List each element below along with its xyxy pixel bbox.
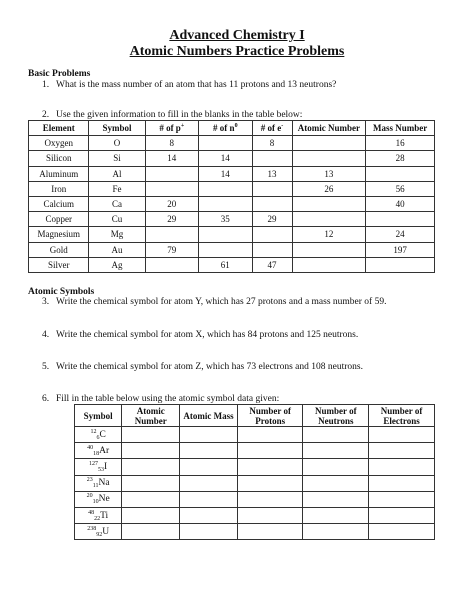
- table-cell: 8: [252, 136, 292, 151]
- header-symbol-col: Symbol: [75, 405, 122, 427]
- table-row: [29, 136, 435, 151]
- blank-answer-cell[interactable]: [122, 459, 180, 475]
- blank-answer-cell[interactable]: [303, 443, 369, 459]
- atomic-number-subscript: 6: [96, 434, 100, 441]
- table-cell: [366, 212, 435, 227]
- table-row: [29, 212, 435, 227]
- table-cell: 29: [145, 212, 199, 227]
- question-1-number: 1.: [42, 80, 50, 90]
- table-cell: 12: [292, 227, 366, 242]
- header-protons-col: Number of Protons: [237, 405, 303, 427]
- blank-answer-cell[interactable]: [369, 491, 435, 507]
- element-symbol: U: [102, 526, 110, 537]
- atomic-symbols-table-body: [75, 427, 435, 540]
- table-cell: 29: [252, 212, 292, 227]
- blank-answer-cell[interactable]: [237, 507, 303, 523]
- atomic-symbol-cell: [75, 427, 122, 443]
- blank-answer-cell[interactable]: [180, 475, 238, 491]
- table-cell: [252, 181, 292, 196]
- blank-answer-cell[interactable]: [369, 427, 435, 443]
- table-cell: [252, 242, 292, 257]
- table-cell: [199, 196, 253, 211]
- table-row: [75, 524, 435, 540]
- table-cell: 24: [366, 227, 435, 242]
- question-3-number: 3.: [42, 297, 50, 307]
- basic-problems-heading: Basic Problems: [28, 69, 91, 79]
- table-row: [29, 196, 435, 211]
- element-symbol: Na: [98, 478, 110, 489]
- header-atomic-number: Atomic Number: [292, 121, 366, 136]
- element-symbol: Ar: [99, 445, 110, 456]
- table-cell: [292, 196, 366, 211]
- title-line-2: Atomic Numbers Practice Problems: [129, 44, 345, 59]
- blank-answer-cell[interactable]: [180, 491, 238, 507]
- header-atomic-number-col: Atomic Number: [122, 405, 180, 427]
- question-5: [42, 362, 363, 372]
- element-name-cell: Copper: [29, 212, 89, 227]
- table-cell: 47: [252, 257, 292, 272]
- table-cell: 35: [199, 212, 253, 227]
- blank-answer-cell[interactable]: [303, 475, 369, 491]
- question-6: [42, 394, 279, 404]
- atomic-symbol-cell: [75, 491, 122, 507]
- table-row: [29, 227, 435, 242]
- blank-answer-cell[interactable]: [122, 524, 180, 540]
- blank-answer-cell[interactable]: [303, 524, 369, 540]
- blank-answer-cell[interactable]: [303, 427, 369, 443]
- table-cell: 56: [366, 181, 435, 196]
- atomic-number-subscript: 10: [92, 499, 99, 506]
- element-name-cell: Magnesium: [29, 227, 89, 242]
- header-neutrons: # of $n^0$: [199, 121, 253, 136]
- table-row: [29, 151, 435, 166]
- table-cell: 79: [145, 242, 199, 257]
- table-cell: [199, 136, 253, 151]
- table-row: [75, 443, 435, 459]
- element-name-cell: Silicon: [29, 151, 89, 166]
- element-name-cell: Oxygen: [29, 136, 89, 151]
- table-row: [75, 507, 435, 523]
- table-cell: 14: [199, 166, 253, 181]
- element-symbol: Ti: [100, 510, 109, 521]
- mass-number-superscript: 48: [88, 509, 95, 516]
- mass-number-superscript: 40: [87, 444, 94, 451]
- mass-number-superscript: 238: [87, 525, 97, 532]
- table-cell: 61: [199, 257, 253, 272]
- question-4: [42, 330, 358, 340]
- element-name-cell: Iron: [29, 181, 89, 196]
- table-cell: [292, 257, 366, 272]
- table-cell: 13: [252, 166, 292, 181]
- element-name-cell: Gold: [29, 242, 89, 257]
- title-line-1: Advanced Chemistry I: [169, 28, 305, 43]
- atomic-symbols-heading: Atomic Symbols: [28, 287, 95, 297]
- blank-answer-cell[interactable]: [122, 427, 180, 443]
- table-cell: 197: [366, 242, 435, 257]
- blank-answer-cell[interactable]: [237, 491, 303, 507]
- table-cell: Au: [89, 242, 145, 257]
- table-cell: 40: [366, 196, 435, 211]
- question-1-text: What is the mass number of an atom that has 11 protons and 13 neutrons?: [56, 80, 337, 90]
- blank-answer-cell[interactable]: [303, 491, 369, 507]
- blank-answer-cell[interactable]: [369, 459, 435, 475]
- blank-answer-cell[interactable]: [122, 507, 180, 523]
- element-name-cell: Calcium: [29, 196, 89, 211]
- table-cell: [145, 257, 199, 272]
- table-cell: Mg: [89, 227, 145, 242]
- question-6-number: 6.: [42, 394, 50, 404]
- elements-table: [28, 120, 435, 273]
- table-row: [29, 242, 435, 257]
- atomic-number-subscript: 18: [93, 450, 100, 457]
- table-cell: 14: [199, 151, 253, 166]
- element-symbol: I: [104, 461, 108, 472]
- question-6-text: Fill in the table below using the atomic symbol data given:: [56, 394, 280, 404]
- table-cell: [292, 151, 366, 166]
- table-cell: [145, 166, 199, 181]
- table-row: [75, 459, 435, 475]
- blank-answer-cell[interactable]: [180, 459, 238, 475]
- table-row: [75, 475, 435, 491]
- mass-number-superscript: 12: [90, 428, 97, 435]
- blank-answer-cell[interactable]: [303, 459, 369, 475]
- table-row: [75, 427, 435, 443]
- element-symbol: C: [99, 429, 106, 440]
- element-name-cell: Silver: [29, 257, 89, 272]
- blank-answer-cell[interactable]: [237, 459, 303, 475]
- table-row: [75, 491, 435, 507]
- blank-answer-cell[interactable]: [180, 524, 238, 540]
- table-cell: [145, 181, 199, 196]
- atomic-number-subscript: 92: [96, 531, 103, 538]
- table-cell: 8: [145, 136, 199, 151]
- mass-number-superscript: 127: [89, 460, 99, 467]
- question-2: [42, 110, 302, 120]
- table-cell: [145, 227, 199, 242]
- question-2-number: 2.: [42, 110, 50, 120]
- header-electrons: # of e-: [252, 121, 292, 136]
- header-protons: # of p+: [145, 121, 199, 136]
- blank-answer-cell[interactable]: [237, 524, 303, 540]
- atomic-symbol-cell: [75, 507, 122, 523]
- blank-answer-cell[interactable]: [122, 491, 180, 507]
- question-5-number: 5.: [42, 362, 50, 372]
- atomic-symbols-header-row: [75, 405, 435, 427]
- table-cell: O: [89, 136, 145, 151]
- table-cell: [292, 136, 366, 151]
- table-cell: Ag: [89, 257, 145, 272]
- table-cell: [252, 227, 292, 242]
- blank-answer-cell[interactable]: [237, 443, 303, 459]
- header-element: Element: [29, 121, 89, 136]
- question-5-text: Write the chemical symbol for atom Z, which has 73 electrons and 108 neutrons.: [56, 362, 363, 372]
- blank-answer-cell[interactable]: [180, 443, 238, 459]
- header-atomic-mass-col: Atomic Mass: [180, 405, 238, 427]
- blank-answer-cell[interactable]: [180, 427, 238, 443]
- question-4-text: Write the chemical symbol for atom X, which has 84 protons and 125 neutrons.: [56, 330, 359, 340]
- table-cell: Ca: [89, 196, 145, 211]
- blank-answer-cell[interactable]: [369, 475, 435, 491]
- blank-answer-cell[interactable]: [369, 507, 435, 523]
- blank-answer-cell[interactable]: [122, 475, 180, 491]
- table-row: [29, 181, 435, 196]
- table-cell: [252, 196, 292, 211]
- blank-answer-cell[interactable]: [122, 443, 180, 459]
- atomic-number-subscript: 22: [94, 515, 101, 522]
- table-cell: Fe: [89, 181, 145, 196]
- header-neutrons-col: Number of Neutrons: [303, 405, 369, 427]
- question-3: [42, 297, 386, 307]
- atomic-number-subscript: 11: [92, 483, 99, 490]
- question-3-text: Write the chemical symbol for atom Y, which has 27 protons and a mass number of 59.: [56, 297, 387, 307]
- table-cell: 13: [292, 166, 366, 181]
- table-cell: 28: [366, 151, 435, 166]
- blank-answer-cell[interactable]: [237, 427, 303, 443]
- atomic-symbol-cell: [75, 524, 122, 540]
- table-cell: 14: [145, 151, 199, 166]
- atomic-symbol-cell: [75, 459, 122, 475]
- element-symbol: Ne: [98, 494, 110, 505]
- table-cell: [199, 181, 253, 196]
- header-mass-number: Mass Number: [366, 121, 435, 136]
- elements-table-body: [29, 136, 435, 273]
- atomic-number-subscript: 53: [98, 466, 105, 473]
- blank-answer-cell[interactable]: [369, 443, 435, 459]
- table-row: [29, 166, 435, 181]
- table-cell: 16: [366, 136, 435, 151]
- element-name-cell: Aluminum: [29, 166, 89, 181]
- table-cell: [199, 242, 253, 257]
- header-symbol: Symbol: [89, 121, 145, 136]
- header-electrons-col: Number of Electrons: [369, 405, 435, 427]
- mass-number-superscript: 20: [86, 493, 93, 500]
- table-cell: [252, 151, 292, 166]
- blank-answer-cell[interactable]: [237, 475, 303, 491]
- atomic-symbol-cell: [75, 443, 122, 459]
- table-cell: Si: [89, 151, 145, 166]
- atomic-symbols-table: [74, 404, 435, 540]
- blank-answer-cell[interactable]: [303, 507, 369, 523]
- table-row: [29, 257, 435, 272]
- table-cell: 20: [145, 196, 199, 211]
- table-cell: Al: [89, 166, 145, 181]
- table-cell: [366, 257, 435, 272]
- question-4-number: 4.: [42, 330, 50, 340]
- question-1: [42, 80, 336, 90]
- table-cell: [199, 227, 253, 242]
- table-cell: [292, 242, 366, 257]
- table-cell: 26: [292, 181, 366, 196]
- atomic-symbol-cell: [75, 475, 122, 491]
- table-cell: [366, 166, 435, 181]
- elements-table-header-row: [29, 121, 435, 136]
- table-cell: [292, 212, 366, 227]
- mass-number-superscript: 23: [86, 477, 93, 484]
- blank-answer-cell[interactable]: [180, 507, 238, 523]
- table-cell: Cu: [89, 212, 145, 227]
- blank-answer-cell[interactable]: [369, 524, 435, 540]
- question-2-text: Use the given information to fill in the blanks in the table below:: [56, 110, 303, 120]
